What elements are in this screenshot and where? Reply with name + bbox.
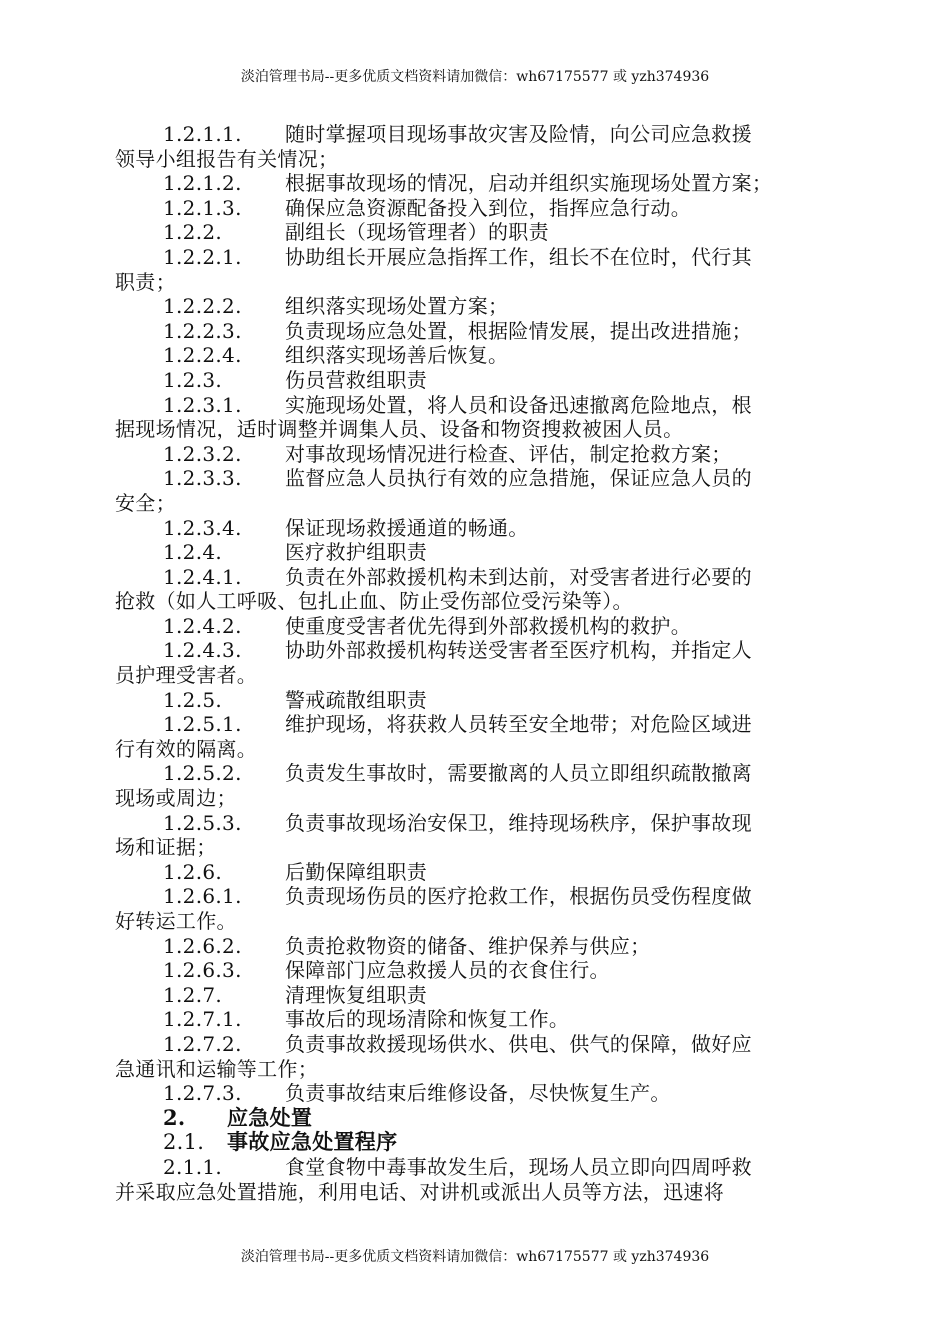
- paragraph-continuation: [115, 835, 837, 860]
- paragraph-continuation: [115, 147, 837, 172]
- line-text: 负责发生事故时，需要撤离的人员立即组织疏散撤离: [285, 761, 752, 786]
- line-text: 负责事故结束后维修设备，尽快恢复生产。: [285, 1081, 671, 1106]
- paragraph-continuation: [115, 1057, 837, 1082]
- line-text: 协助外部救援机构转送受害者至医疗机构，并指定人: [285, 638, 752, 663]
- section-number: 2.: [163, 1105, 186, 1130]
- section-number: 1.2.6.1.: [163, 884, 242, 909]
- line-text: 负责抢救物资的储备、维护保养与供应；: [285, 933, 651, 958]
- paragraph-line: [115, 761, 837, 786]
- section-number: 1.2.2.4.: [163, 343, 242, 368]
- line-text: 急通讯和运输等工作；: [115, 1056, 318, 1081]
- paragraph-continuation: [115, 737, 837, 762]
- line-text: 场和证据；: [115, 835, 217, 860]
- section-number: 1.2.1.3.: [163, 195, 242, 220]
- line-text: 实施现场处置，将人员和设备迅速撤离危险地点，根: [285, 392, 752, 417]
- line-text: 警戒疏散组职责: [285, 687, 428, 712]
- section-number: 1.2.2.3.: [163, 318, 242, 343]
- paragraph-continuation: [115, 909, 837, 934]
- section-number: 1.2.3.1.: [163, 392, 242, 417]
- page-footer: 淡泊管理书局--更多优质文档资料请加微信：wh67175577 或 yzh374936: [240, 1249, 710, 1265]
- paragraph-line: [115, 319, 837, 344]
- section-number: 1.2.4.: [163, 540, 223, 565]
- paragraph-line: [115, 614, 837, 639]
- paragraph-line: [115, 1081, 837, 1106]
- line-text: 好转运工作。: [115, 909, 237, 933]
- line-text: 组织落实现场善后恢复。: [285, 343, 509, 368]
- paragraph-line: [115, 245, 837, 270]
- paragraph-line: [115, 811, 837, 836]
- paragraph-line: [115, 220, 837, 245]
- section-number: 1.2.1.2.: [163, 171, 242, 196]
- line-text: 员护理受害者。: [115, 663, 258, 688]
- line-text: 副组长（现场管理者）的职责: [285, 220, 549, 245]
- line-text: 协助组长开展应急指挥工作，组长不在位时，代行其: [285, 244, 752, 269]
- line-text: 职责；: [115, 269, 176, 294]
- line-text: 保证现场救援通道的畅通。: [285, 515, 529, 540]
- paragraph-line: [115, 1106, 837, 1131]
- section-number: 1.2.2.: [163, 220, 223, 245]
- paragraph-line: [115, 171, 837, 196]
- paragraph-line: [115, 1032, 837, 1057]
- line-text: 事故后的现场清除和恢复工作。: [285, 1007, 570, 1032]
- line-text: 确保应急资源配备投入到位，指挥应急行动。: [285, 195, 691, 220]
- section-number: 1.2.5.3.: [163, 810, 242, 835]
- line-text: 后勤保障组职责: [285, 859, 428, 884]
- line-text: 保障部门应急救援人员的衣食住行。: [285, 958, 610, 983]
- section-number: 1.2.4.2.: [163, 613, 242, 638]
- line-text: 负责在外部救援机构未到达前，对受害者进行必要的: [285, 564, 752, 589]
- line-text: 医疗救护组职责: [285, 540, 428, 565]
- section-number: 1.2.4.3.: [163, 638, 242, 663]
- line-text: 对事故现场情况进行检查、评估，制定抢救方案；: [285, 441, 732, 466]
- line-text: 安全；: [115, 490, 176, 515]
- paragraph-line: [115, 294, 837, 319]
- section-number: 1.2.5.: [163, 687, 223, 712]
- section-number: 1.2.7.3.: [163, 1081, 242, 1106]
- paragraph-continuation: [115, 663, 837, 688]
- section-number: 1.2.7.1.: [163, 1007, 242, 1032]
- section-number: 1.2.3.2.: [163, 441, 242, 466]
- document-body: [115, 122, 837, 1204]
- line-text: 据现场情况，适时调整并调集人员、设备和物资搜救被困人员。: [115, 417, 684, 442]
- line-text: 使重度受害者优先得到外部救援机构的救护。: [285, 613, 691, 638]
- paragraph-line: [115, 393, 837, 418]
- section-number: 1.2.7.: [163, 982, 223, 1007]
- section-number: 1.2.3.3.: [163, 466, 242, 491]
- paragraph-continuation: [115, 417, 837, 442]
- paragraph-line: [115, 442, 837, 467]
- line-text: 维护现场，将获救人员转至安全地带；对危险区域进: [285, 712, 752, 737]
- paragraph-line: [115, 958, 837, 983]
- section-number: 1.2.1.1.: [163, 122, 242, 146]
- line-text: 根据事故现场的情况，启动并组织实施现场处置方案；: [285, 171, 773, 196]
- paragraph-line: [115, 712, 837, 737]
- paragraph-line: [115, 1130, 837, 1155]
- section-number: 2.1.1.: [163, 1154, 223, 1179]
- line-text: 抢救（如人工呼吸、包扎止血、防止受伤部位受污染等）。: [115, 589, 633, 614]
- line-text: 随时掌握项目现场事故灾害及险情，向公司应急救援: [285, 122, 752, 146]
- paragraph-line: [115, 884, 837, 909]
- line-text: 组织落实现场处置方案；: [285, 294, 509, 319]
- line-text: 并采取应急处置措施，利用电话、对讲机或派出人员等方法，迅速将: [115, 1179, 724, 1204]
- section-number: 1.2.5.1.: [163, 712, 242, 737]
- line-text: 伤员营救组职责: [285, 367, 428, 392]
- section-number: 1.2.2.2.: [163, 294, 242, 319]
- paragraph-line: [115, 516, 837, 541]
- line-text: 应急处置: [227, 1105, 313, 1130]
- section-number: 1.2.2.1.: [163, 244, 242, 269]
- line-text: 监督应急人员执行有效的应急措施，保证应急人员的: [285, 466, 752, 491]
- section-number: 1.2.7.2.: [163, 1031, 242, 1056]
- paragraph-continuation: [115, 491, 837, 516]
- section-number: 1.2.6.2.: [163, 933, 242, 958]
- line-text: 清理恢复组职责: [285, 982, 428, 1007]
- paragraph-line: [115, 196, 837, 221]
- paragraph-line: [115, 565, 837, 590]
- paragraph-continuation: [115, 786, 837, 811]
- page-header: 淡泊管理书局--更多优质文档资料请加微信：wh67175577 或 yzh374936: [240, 69, 710, 85]
- paragraph-line: [115, 466, 837, 491]
- line-text: 事故应急处置程序: [227, 1130, 398, 1155]
- paragraph-continuation: [115, 270, 837, 295]
- paragraph-line: [115, 638, 837, 663]
- line-text: 负责现场应急处置，根据险情发展，提出改进措施；: [285, 318, 752, 343]
- section-number: 1.2.6.: [163, 859, 223, 884]
- paragraph-line: [115, 860, 837, 885]
- paragraph-line: [115, 540, 837, 565]
- line-text: 行有效的隔离。: [115, 736, 258, 761]
- paragraph-line: [115, 368, 837, 393]
- section-number: 1.2.6.3.: [163, 958, 242, 983]
- line-text: 负责事故救援现场供水、供电、供气的保障，做好应: [285, 1031, 752, 1056]
- line-text: 现场或周边；: [115, 786, 237, 811]
- paragraph-continuation: [115, 589, 837, 614]
- line-text: 负责事故现场治安保卫，维持现场秩序，保护事故现: [285, 810, 752, 835]
- section-number: 1.2.3.4.: [163, 515, 242, 540]
- paragraph-line: [115, 122, 837, 147]
- line-text: 领导小组报告有关情况；: [115, 146, 339, 171]
- paragraph-line: [115, 1007, 837, 1032]
- section-number: 1.2.5.2.: [163, 761, 242, 786]
- line-text: 食堂食物中毒事故发生后，现场人员立即向四周呼救: [285, 1154, 752, 1179]
- section-number: 1.2.3.: [163, 367, 223, 392]
- line-text: 负责现场伤员的医疗抢救工作，根据伤员受伤程度做: [285, 884, 752, 909]
- paragraph-line: [115, 343, 837, 368]
- paragraph-continuation: [115, 1180, 837, 1205]
- paragraph-line: [115, 688, 837, 713]
- paragraph-line: [115, 1155, 837, 1180]
- section-number: 2.1.: [163, 1130, 205, 1155]
- section-number: 1.2.4.1.: [163, 564, 242, 589]
- paragraph-line: [115, 983, 837, 1008]
- paragraph-line: [115, 934, 837, 959]
